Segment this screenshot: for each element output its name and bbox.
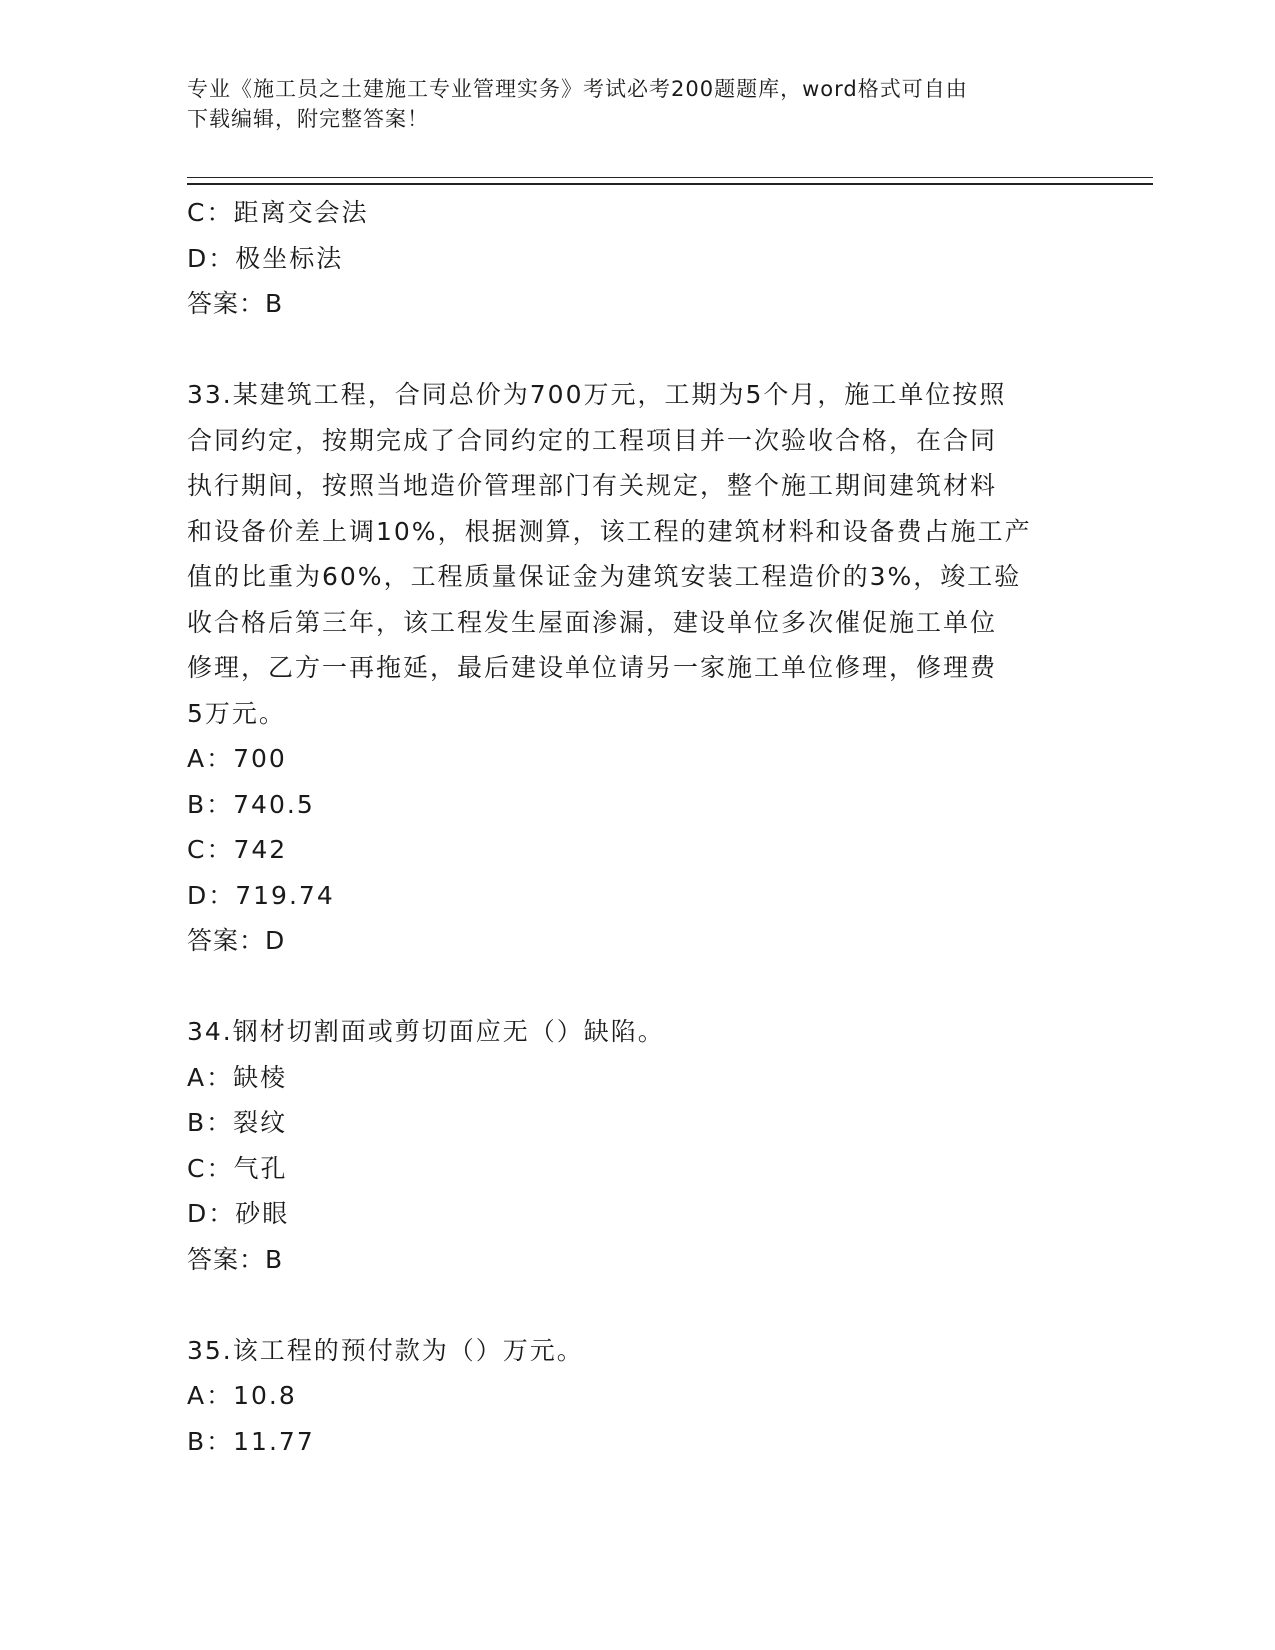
option-b: B：裂纹 bbox=[187, 1108, 288, 1137]
option-d: D：砂眼 bbox=[187, 1199, 290, 1228]
option-b: B：740.5 bbox=[187, 789, 315, 819]
option-b: B：11.77 bbox=[187, 1426, 315, 1456]
header-rule-thin bbox=[187, 177, 1153, 178]
option-c: C：距离交会法 bbox=[187, 198, 369, 227]
header-rule-thick bbox=[187, 183, 1153, 185]
answer-line: 答案：B bbox=[187, 289, 284, 318]
question-list bbox=[187, 190, 1087, 1464]
option-a: A：缺棱 bbox=[187, 1062, 288, 1092]
answer-line: 答案：D bbox=[187, 926, 286, 955]
document-header bbox=[187, 74, 1067, 134]
option-c: C：气孔 bbox=[187, 1153, 288, 1183]
question-34 bbox=[187, 1009, 1087, 1282]
question-stem-line: 和设备价差上调10%，根据测算，该工程的建筑材料和设备费占施工产 bbox=[187, 516, 1032, 546]
header-title-line-2: 下载编辑，附完整答案！ bbox=[187, 107, 429, 131]
option-d: D：极坐标法 bbox=[187, 243, 344, 273]
question-stem-line: 5万元。 bbox=[187, 698, 286, 728]
spacer bbox=[187, 1282, 1087, 1328]
option-a: A：700 bbox=[187, 744, 287, 773]
question-35 bbox=[187, 1328, 1087, 1465]
question-stem: 34.钢材切割面或剪切面应无（）缺陷。 bbox=[187, 1017, 665, 1046]
option-c: C：742 bbox=[187, 835, 288, 864]
option-a: A：10.8 bbox=[187, 1381, 297, 1410]
header-title-line-1: 专业《施工员之土建施工专业管理实务》考试必考200题题库，word格式可自由 bbox=[187, 77, 968, 101]
question-stem-line: 33.某建筑工程，合同总价为700万元，工期为5个月，施工单位按照 bbox=[187, 380, 1007, 409]
question-stem-line: 值的比重为60%，工程质量保证金为建筑安装工程造价的3%，竣工验 bbox=[187, 562, 1022, 591]
question-stem-line: 收合格后第三年，该工程发生屋面渗漏，建设单位多次催促施工单位 bbox=[187, 607, 998, 637]
answer-line: 答案：B bbox=[187, 1244, 284, 1274]
question-stem: 35.该工程的预付款为（）万元。 bbox=[187, 1335, 584, 1365]
spacer bbox=[187, 327, 1087, 373]
question-32-tail bbox=[187, 190, 1087, 327]
option-d: D：719.74 bbox=[187, 880, 335, 910]
question-stem-line: 修理，乙方一再拖延，最后建设单位请另一家施工单位修理，修理费 bbox=[187, 653, 998, 682]
question-33 bbox=[187, 372, 1087, 964]
spacer bbox=[187, 964, 1087, 1010]
question-stem-line: 合同约定，按期完成了合同约定的工程项目并一次验收合格，在合同 bbox=[187, 425, 998, 455]
question-stem-line: 执行期间，按照当地造价管理部门有关规定，整个施工期间建筑材料 bbox=[187, 471, 998, 500]
